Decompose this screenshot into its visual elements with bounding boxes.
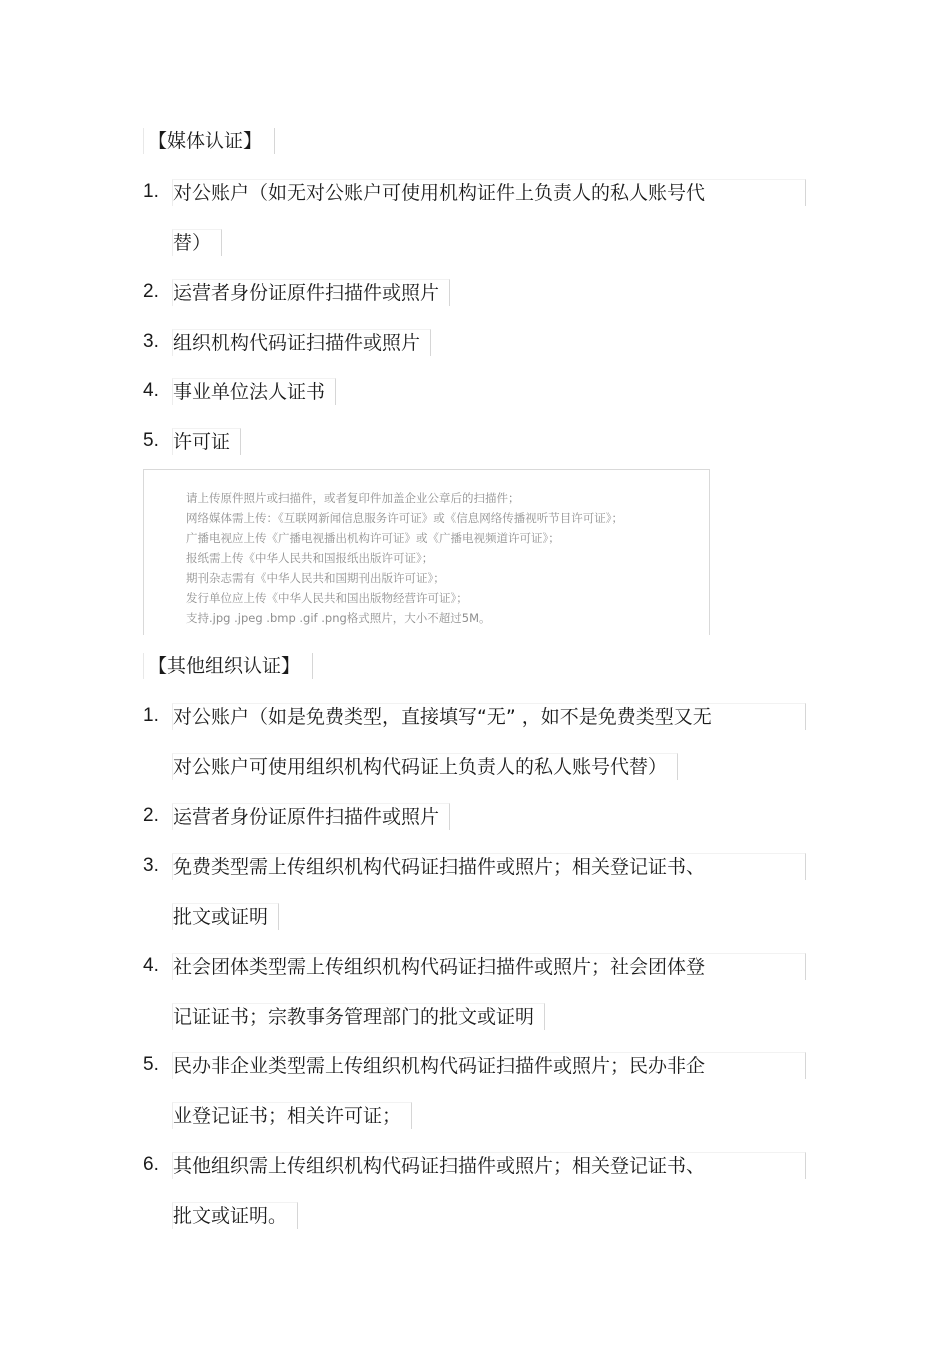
- other-item-6-number: 6.: [143, 1154, 159, 1175]
- media-item-3-number: 3.: [143, 331, 159, 352]
- other-item-1-line-2: 对公账户可使用组织机构代码证上负责人的私人账号代替）: [172, 753, 678, 780]
- other-item-1-line-1: 对公账户（如是免费类型，直接填写“无” ，如不是免费类型又无: [172, 703, 806, 730]
- other-item-1-number: 1.: [143, 705, 159, 726]
- other-item-4-line-2: 记证证书；宗教事务管理部门的批文或证明: [172, 1003, 545, 1030]
- media-item-1-line-2: 替）: [172, 229, 222, 256]
- media-item-1-line-1: 对公账户（如无对公账户可使用机构证件上负责人的私人账号代: [172, 179, 806, 206]
- notice-line-3: 广播电视应上传《广播电视播出机构许可证》或《广播电视频道许可证》；: [186, 531, 560, 545]
- media-item-4-line-1: 事业单位法人证书: [172, 378, 336, 405]
- media-section-heading: 【媒体认证】: [143, 128, 275, 154]
- media-item-5-number: 5.: [143, 430, 159, 451]
- other-item-3-line-1: 免费类型需上传组织机构代码证扫描件或照片；相关登记证书、: [172, 853, 806, 880]
- media-item-3-line-1: 组织机构代码证扫描件或照片: [172, 329, 431, 356]
- other-item-3-line-2: 批文或证明: [172, 903, 279, 930]
- other-section-heading: 【其他组织认证】: [143, 653, 313, 679]
- media-item-4-number: 4.: [143, 380, 159, 401]
- media-item-2-number: 2.: [143, 281, 159, 302]
- other-item-3-number: 3.: [143, 855, 159, 876]
- notice-line-2: 网络媒体需上传：《互联网新闻信息服务许可证》或《信息网络传播视听节目许可证》；: [186, 511, 623, 525]
- other-item-5-line-2: 业登记证书；相关许可证；: [172, 1102, 412, 1129]
- other-item-4-line-1: 社会团体类型需上传组织机构代码证扫描件或照片；社会团体登: [172, 953, 806, 980]
- other-item-6-line-1: 其他组织需上传组织机构代码证扫描件或照片；相关登记证书、: [172, 1152, 806, 1179]
- media-item-1-number: 1.: [143, 181, 159, 202]
- other-item-2-number: 2.: [143, 805, 159, 826]
- media-item-5-line-1: 许可证: [172, 428, 241, 455]
- notice-line-7: 支持.jpg .jpeg .bmp .gif .png格式照片，大小不超过5M。: [186, 611, 491, 625]
- other-item-5-line-1: 民办非企业类型需上传组织机构代码证扫描件或照片；民办非企: [172, 1052, 806, 1079]
- notice-line-5: 期刊杂志需有《中华人民共和国期刊出版许可证》；: [186, 571, 445, 585]
- other-item-4-number: 4.: [143, 955, 159, 976]
- other-item-5-number: 5.: [143, 1054, 159, 1075]
- notice-line-1: 请上传原件照片或扫描件，或者复印件加盖企业公章后的扫描件；: [186, 491, 520, 505]
- media-item-2-line-1: 运营者身份证原件扫描件或照片: [172, 279, 450, 306]
- notice-line-6: 发行单位应上传《中华人民共和国出版物经营许可证》；: [186, 591, 468, 605]
- other-item-6-line-2: 批文或证明。: [172, 1202, 298, 1229]
- upload-notice-box: [143, 469, 710, 635]
- notice-line-4: 报纸需上传《中华人民共和国报纸出版许可证》；: [186, 551, 434, 565]
- other-item-2-line-1: 运营者身份证原件扫描件或照片: [172, 803, 450, 830]
